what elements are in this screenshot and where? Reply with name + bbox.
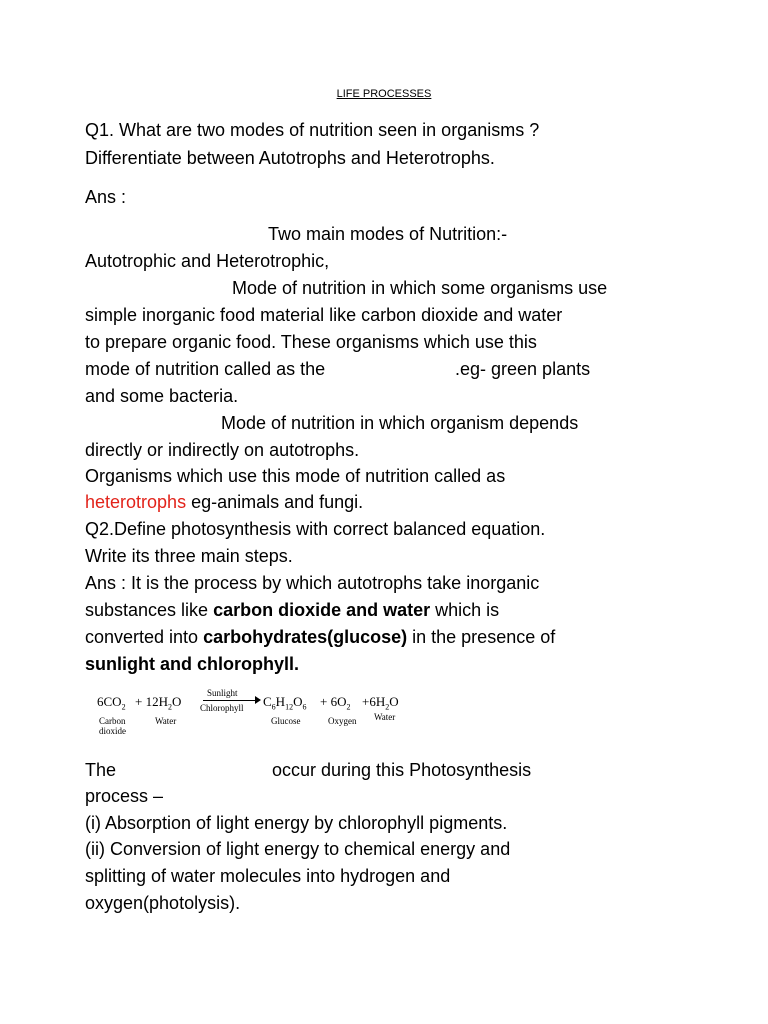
q1-line2: Differentiate between Autotrophs and Heterotrophs. <box>85 148 495 168</box>
eq-o2-sub: 2 <box>346 702 351 712</box>
lbl-glucose: Glucose <box>271 716 301 726</box>
lbl-water-1: Water <box>155 716 177 726</box>
a2-line2-a: substances like <box>85 600 214 620</box>
eq-co2 <box>97 694 126 712</box>
a1-line3: Mode of nutrition in which some organisms use <box>232 278 608 298</box>
steps-line5: splitting of water molecules into hydrogen and <box>85 866 451 886</box>
a1-line2: Autotrophic and Heterotrophic, <box>85 251 330 271</box>
a2-line2-bold: carbon dioxide and water <box>213 600 431 620</box>
eq-co2-text: 6CO <box>97 694 122 709</box>
eq-glucose <box>263 694 306 712</box>
eq-o1: O <box>171 694 182 709</box>
a1-line10: Organisms which use this mode of nutrition called as <box>85 466 506 486</box>
steps-line1a: The <box>85 760 117 780</box>
eq-plus3: +6H <box>362 694 386 709</box>
q2-line2: Write its three main steps. <box>85 546 293 566</box>
a1-line6a: mode of nutrition called as the <box>85 359 326 379</box>
steps-line4: (ii) Conversion of light energy to chemical energy and <box>85 839 511 859</box>
photosynthesis-equation <box>97 690 417 740</box>
page-title: LIFE PROCESSES <box>336 88 432 100</box>
steps-line6: oxygen(photolysis). <box>85 893 241 913</box>
eq-plus1: + 12H <box>135 694 168 709</box>
ans-label: Ans : <box>85 187 127 207</box>
a2-line3 <box>85 625 555 649</box>
a2-line4-bold: sunlight and chlorophyll. <box>85 654 299 674</box>
steps-line1b: occur during this Photosynthesis <box>272 760 532 780</box>
eq-c: C <box>263 694 272 709</box>
a1-line11 <box>85 490 363 514</box>
a1-line5: to prepare organic food. These organisms which use this <box>85 332 537 352</box>
eq-c-sub: 6 <box>271 702 276 712</box>
a1-line11-rest: eg-animals and fungi. <box>186 492 364 512</box>
eq-o3: O <box>389 694 399 709</box>
eq-below-arrow: Chlorophyll <box>200 703 244 713</box>
a1-line1: Two main modes of Nutrition:- <box>268 224 508 244</box>
eq-h-sub: 12 <box>285 702 294 712</box>
a2-line3-bold: carbohydrates(glucose) <box>203 627 408 647</box>
a1-line8: Mode of nutrition in which organism depends <box>221 413 579 433</box>
a2-line2-c: which is <box>430 600 500 620</box>
eq-plus2: + 6O <box>320 694 347 709</box>
eq-above-arrow: Sunlight <box>207 688 238 698</box>
lbl-oxygen: Oxygen <box>328 716 357 726</box>
a1-line9: directly or indirectly on autotrophs. <box>85 440 360 460</box>
eq-h2o-sub: 2 <box>167 702 172 712</box>
lbl-dioxide: dioxide <box>99 726 126 736</box>
q1-line1: Q1. What are two modes of nutrition seen in organisms ? <box>85 120 540 140</box>
a2-line2 <box>85 598 499 622</box>
steps-line2: process – <box>85 786 164 806</box>
heterotrophs-term: heterotrophs <box>85 492 187 512</box>
a2-line3-c: in the presence of <box>407 627 556 647</box>
a1-line4: simple inorganic food material like carbon dioxide and water <box>85 305 563 325</box>
eq-o: O <box>293 694 303 709</box>
q2-line1: Q2.Define photosynthesis with correct balanced equation. <box>85 519 546 539</box>
eq-o2 <box>320 694 350 712</box>
eq-co2-sub: 2 <box>121 702 126 712</box>
eq-h: H <box>275 694 286 709</box>
a2-line1: Ans : It is the process by which autotrophs take inorganic <box>85 573 540 593</box>
lbl-water-2: Water <box>374 712 396 722</box>
arrow-head <box>255 696 261 704</box>
a1-line7: and some bacteria. <box>85 386 239 406</box>
eq-water2 <box>362 694 399 712</box>
a1-line6b: .eg- green plants <box>455 359 591 379</box>
eq-h2o2-sub: 2 <box>385 702 390 712</box>
steps-line3: (i) Absorption of light energy by chlorophyll pigments. <box>85 813 508 833</box>
a2-line3-a: converted into <box>85 627 204 647</box>
reaction-arrow <box>203 700 259 701</box>
lbl-carbon: Carbon <box>99 716 126 726</box>
a2-line4 <box>85 652 299 676</box>
eq-o-sub: 6 <box>302 702 307 712</box>
eq-h2o <box>135 694 181 712</box>
